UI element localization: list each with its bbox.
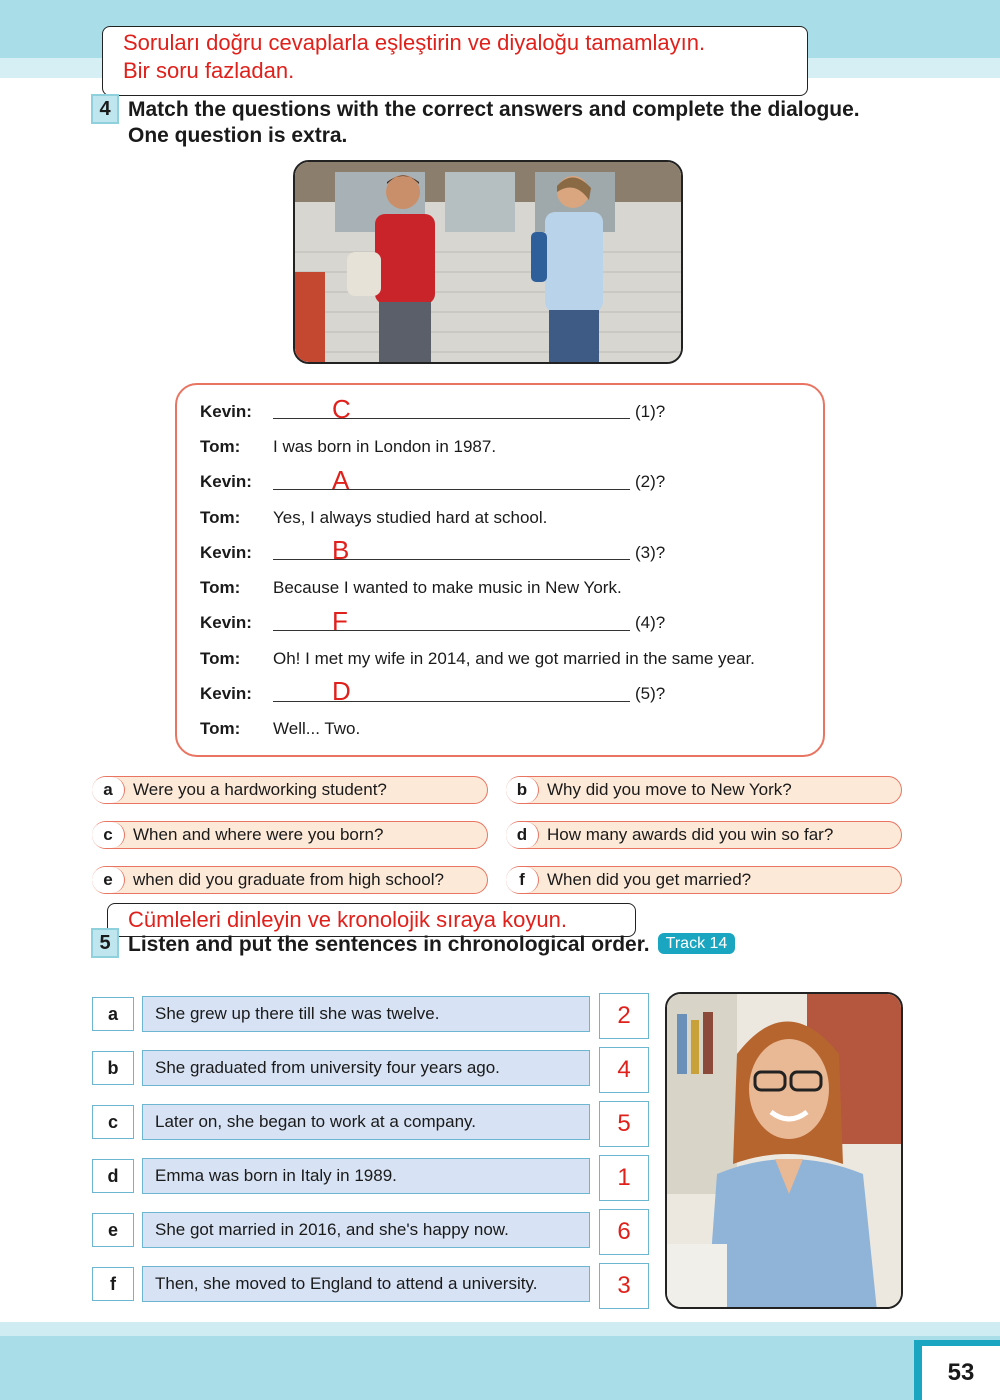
bottom-band-light xyxy=(0,1322,1000,1336)
reply-2: Yes, I always studied hard at school. xyxy=(273,508,548,527)
exercise-number-5: 5 xyxy=(91,928,119,958)
order-box-c[interactable]: 5 xyxy=(599,1101,649,1147)
sentence-text-c: Later on, she began to work at a company. xyxy=(142,1104,590,1140)
answer-line-2[interactable] xyxy=(273,489,630,490)
reply-3: Because I wanted to make music in New York. xyxy=(273,578,622,597)
sentence-text-e: She got married in 2016, and she's happy now. xyxy=(142,1212,590,1248)
speaker-3: Kevin: xyxy=(200,472,252,491)
sentence-letter-a: a xyxy=(92,997,134,1031)
speaker-4: Tom: xyxy=(200,508,241,527)
students-photo xyxy=(293,160,683,364)
sentence-letter-c: c xyxy=(92,1105,134,1139)
question-text-e: when did you graduate from high school? xyxy=(133,870,444,889)
speaker-7: Kevin: xyxy=(200,613,252,632)
answer-5: D xyxy=(332,676,351,706)
sentence-letter-b: b xyxy=(92,1051,134,1085)
question-text-b: Why did you move to New York? xyxy=(547,780,792,799)
question-text-f: When did you get married? xyxy=(547,870,752,889)
question-letter-e: e xyxy=(92,867,125,893)
sentence-letter-e: e xyxy=(92,1213,134,1247)
order-box-d[interactable]: 1 xyxy=(599,1155,649,1201)
turkish-note-4 xyxy=(102,26,808,96)
speaker-2: Tom: xyxy=(200,437,241,456)
question-letter-a: a xyxy=(92,777,125,803)
sentence-text-a: She grew up there till she was twelve. xyxy=(142,996,590,1032)
speaker-6: Tom: xyxy=(200,578,241,597)
answer-line-5[interactable] xyxy=(273,701,630,702)
blank-number-3: (3)? xyxy=(635,543,666,562)
reply-1: I was born in London in 1987. xyxy=(273,437,497,456)
speaker-5: Kevin: xyxy=(200,543,252,562)
question-letter-c: c xyxy=(92,822,125,848)
question-option-c xyxy=(92,821,488,849)
page-number: 53 xyxy=(922,1346,1000,1400)
question-letter-d: d xyxy=(506,822,539,848)
order-box-a[interactable]: 2 xyxy=(599,993,649,1039)
answer-4: F xyxy=(332,606,348,636)
reply-4: Oh! I met my wife in 2014, and we got married in the same year. xyxy=(273,649,755,668)
woman-illustration xyxy=(667,994,903,1309)
order-box-b[interactable]: 4 xyxy=(599,1047,649,1093)
exercise-5-instruction: Listen and put the sentences in chronological order. xyxy=(128,933,650,956)
question-option-b xyxy=(506,776,902,804)
question-option-a xyxy=(92,776,488,804)
answer-line-1[interactable] xyxy=(273,418,630,419)
question-option-d xyxy=(506,821,902,849)
instruction-line2: One question is extra. xyxy=(128,124,348,147)
speaker-1: Kevin: xyxy=(200,402,252,421)
turkish-note-4-line1: Soruları doğru cevaplarla eşleştirin ve diyaloğu tamamlayın. xyxy=(123,30,706,55)
question-text-a: Were you a hardworking student? xyxy=(133,780,387,799)
answer-1: C xyxy=(332,394,351,424)
turkish-note-5: Cümleleri dinleyin ve kronolojik sıraya koyun. xyxy=(107,903,636,937)
speaker-10: Tom: xyxy=(200,719,241,738)
blank-number-5: (5)? xyxy=(635,684,666,703)
sentence-text-d: Emma was born in Italy in 1989. xyxy=(142,1158,590,1194)
students-illustration xyxy=(295,162,683,364)
sentence-text-b: She graduated from university four years ago. xyxy=(142,1050,590,1086)
exercise-4-instruction xyxy=(128,97,908,149)
blank-number-1: (1)? xyxy=(635,402,666,421)
question-letter-f: f xyxy=(506,867,539,893)
track-badge[interactable]: Track 14 xyxy=(658,933,735,954)
speaker-9: Kevin: xyxy=(200,684,252,703)
answer-2: A xyxy=(332,465,350,495)
sentence-text-f: Then, she moved to England to attend a university. xyxy=(142,1266,590,1302)
exercise-number-4: 4 xyxy=(91,94,119,124)
order-box-f[interactable]: 3 xyxy=(599,1263,649,1309)
sentence-letter-f: f xyxy=(92,1267,134,1301)
blank-number-4: (4)? xyxy=(635,613,666,632)
question-option-e xyxy=(92,866,488,894)
question-text-d: How many awards did you win so far? xyxy=(547,825,834,844)
blank-number-2: (2)? xyxy=(635,472,666,491)
speaker-8: Tom: xyxy=(200,649,241,668)
answer-line-3[interactable] xyxy=(273,559,630,560)
answer-3: B xyxy=(332,535,350,565)
instruction-line1: Match the questions with the correct answers and complete the dialogue. xyxy=(128,98,860,121)
reply-5: Well... Two. xyxy=(273,719,361,738)
woman-photo xyxy=(665,992,903,1309)
answer-line-4[interactable] xyxy=(273,630,630,631)
sentence-letter-d: d xyxy=(92,1159,134,1193)
order-box-e[interactable]: 6 xyxy=(599,1209,649,1255)
turkish-note-4-line2: Bir soru fazladan. xyxy=(123,58,295,83)
question-option-f xyxy=(506,866,902,894)
question-letter-b: b xyxy=(506,777,539,803)
question-text-c: When and where were you born? xyxy=(133,825,384,844)
